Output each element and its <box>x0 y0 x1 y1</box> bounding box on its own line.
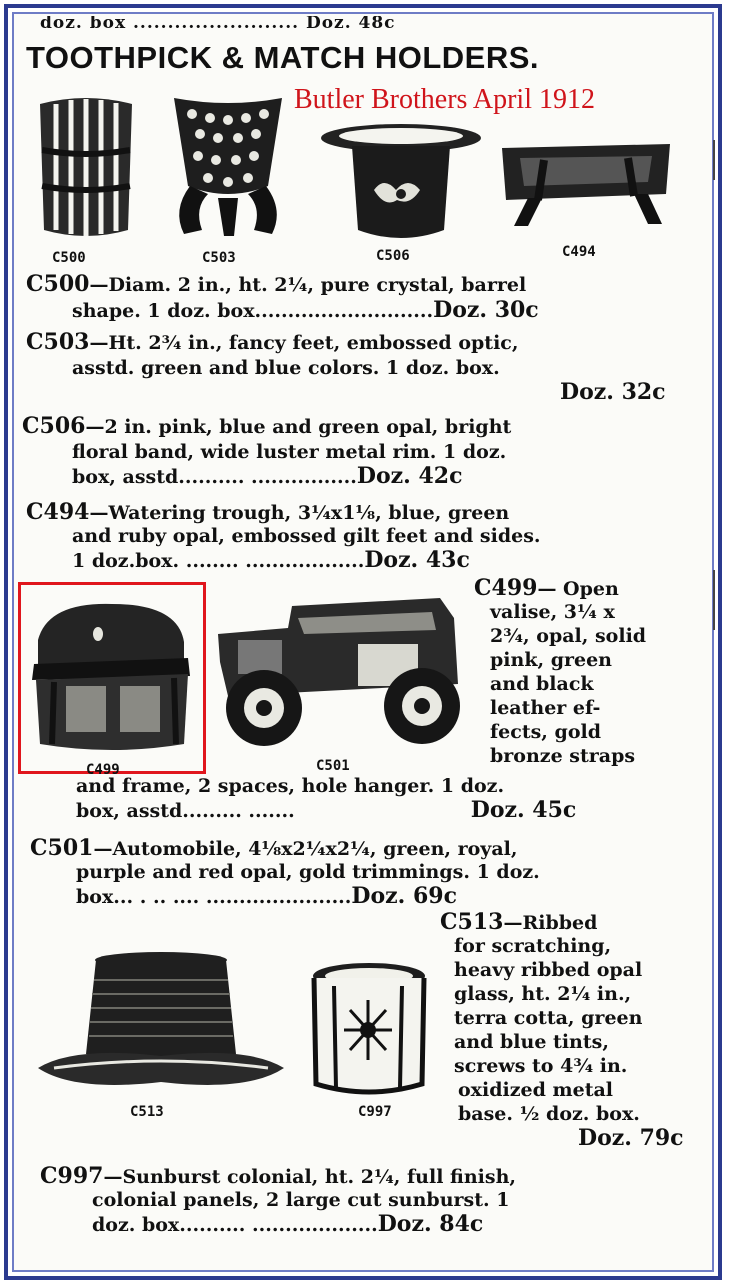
entry-c513-line2: for scratching, <box>454 935 612 957</box>
entry-c506-line2: floral band, wide luster metal rim. 1 doz. <box>72 441 507 463</box>
entry-c513-line8: oxidized metal <box>458 1079 613 1101</box>
caption-c501: C501 <box>316 758 350 774</box>
entry-c499-line5: and black <box>490 673 594 695</box>
scan-edge-mark <box>713 140 715 180</box>
caption-c506: C506 <box>376 248 410 264</box>
previous-entry-fragment: doz. box ........................ Doz. 48c <box>40 16 396 32</box>
entry-c997-line3: doz. box.......... ...................Doz. 84c <box>92 1211 484 1237</box>
top-hat-holder-illustration <box>318 120 484 248</box>
source-label: Butler Brothers April 1912 <box>294 84 595 115</box>
entry-c499-line8: bronze straps <box>490 745 636 767</box>
automobile-holder-illustration <box>208 588 470 752</box>
item-price: Doz. 84c <box>377 1211 484 1237</box>
entry-c499-line1: C499— Open <box>474 575 619 601</box>
item-price: Doz. 69c <box>351 883 457 909</box>
item-code: C501 <box>30 835 94 861</box>
item-code: C503 <box>26 329 90 355</box>
caption-c499: C499 <box>86 762 120 778</box>
item-code: C499 <box>474 575 538 601</box>
entry-c513-line1: C513—Ribbed <box>440 909 598 935</box>
entry-c494-line2: and ruby opal, embossed gilt feet and sides. <box>72 525 541 547</box>
entry-c513-line6: and blue tints, <box>454 1031 609 1053</box>
entry-c499-line3: 2¾, opal, solid <box>490 625 647 647</box>
hat-holder-illustration <box>34 950 288 1096</box>
entry-c500-line2: shape. 1 doz. box...........................Doz. 30c <box>72 297 539 323</box>
page-title: TOOTHPICK & MATCH HOLDERS. <box>26 40 540 75</box>
entry-c499-line7: fects, gold <box>490 721 601 743</box>
scan-edge-mark <box>713 570 715 630</box>
entry-c503-line1: C503—Ht. 2¾ in., fancy feet, embossed optic, <box>26 329 519 355</box>
barrel-holder-illustration <box>34 92 138 242</box>
entry-c499-line10: box, asstd......... ....... Doz. 45c <box>76 797 577 823</box>
item-price: Doz. 43c <box>364 547 470 573</box>
entry-c997-line2: colonial panels, 2 large cut sunburst. 1 <box>92 1189 510 1211</box>
caption-c503: C503 <box>202 250 236 266</box>
entry-c513-line7: screws to 4¾ in. <box>454 1055 628 1077</box>
entry-c499-line4: pink, green <box>490 649 612 671</box>
entry-c501-line3: box... . .. .... ......................Doz. 69c <box>76 883 457 909</box>
entry-c494-line1: C494—Watering trough, 3¼x1⅛, blue, green <box>26 499 510 525</box>
item-price: Doz. 45c <box>470 797 577 823</box>
entry-c500-line1: C500—Diam. 2 in., ht. 2¼, pure crystal, barrel <box>26 271 527 297</box>
colonial-holder-illustration <box>304 960 434 1102</box>
item-code: C494 <box>26 499 90 525</box>
entry-c506-line1: C506—2 in. pink, blue and green opal, bright <box>22 413 512 439</box>
entry-c501-line1: C501—Automobile, 4⅛x2¼x2¼, green, royal, <box>30 835 518 861</box>
entry-c513-line3: heavy ribbed opal <box>454 959 643 981</box>
footed-hobnail-holder-illustration <box>168 90 288 242</box>
item-price: Doz. 30c <box>433 297 539 323</box>
item-price: Doz. 32c <box>560 379 666 405</box>
entry-c997-line1: C997—Sunburst colonial, ht. 2¼, full finish, <box>40 1163 517 1189</box>
item-price: Doz. 42c <box>356 463 463 489</box>
entry-c513-line5: terra cotta, green <box>454 1007 643 1029</box>
item-code: C500 <box>26 271 90 297</box>
entry-c494-line3: 1 doz.box. ........ ..................Doz. 43c <box>72 547 470 573</box>
entry-c513-line9: base. ½ doz. box. <box>458 1103 640 1125</box>
item-code: C997 <box>40 1163 104 1189</box>
highlight-box <box>18 582 206 774</box>
caption-c997: C997 <box>358 1104 392 1120</box>
entry-c503-line2: asstd. green and blue colors. 1 doz. box. <box>72 357 500 379</box>
caption-c500: C500 <box>52 250 86 266</box>
item-price: Doz. 79c <box>578 1125 684 1151</box>
item-code: C513 <box>440 909 504 935</box>
entry-c499-line6: leather ef- <box>490 697 601 719</box>
entry-c513-line4: glass, ht. 2¼ in., <box>454 983 632 1005</box>
entry-c499-line9: and frame, 2 spaces, hole hanger. 1 doz. <box>76 775 505 797</box>
entry-c506-line3: box, asstd.......... ................Doz. 42c <box>72 463 463 489</box>
caption-c513: C513 <box>130 1104 164 1120</box>
caption-c494: C494 <box>562 244 596 260</box>
watering-trough-holder-illustration <box>498 138 674 230</box>
entry-c501-line2: purple and red opal, gold trimmings. 1 doz. <box>76 861 540 883</box>
item-code: C506 <box>22 413 86 439</box>
entry-c499-line2: valise, 3¼ x <box>490 601 615 623</box>
